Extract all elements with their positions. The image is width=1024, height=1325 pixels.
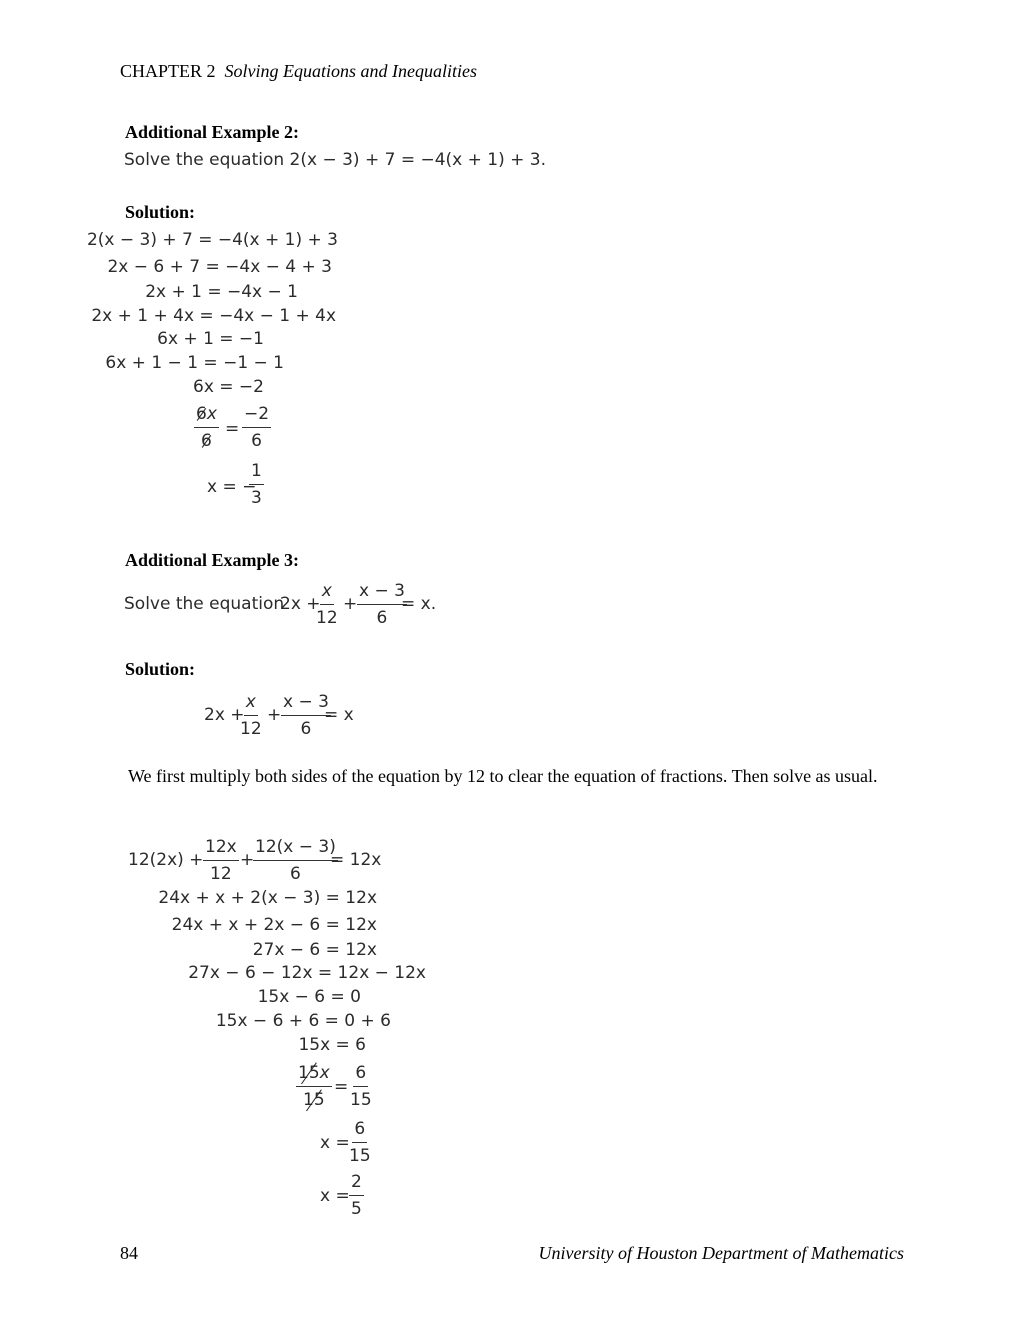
ex2-step-7: 6x = −2: [193, 377, 264, 397]
ex2-step-3: 2x + 1 = −4x − 1: [145, 282, 298, 302]
ex3-explanation: We first multiply both sides of the equation by 12 to clear the equation of fractions. Then solve as usual.: [128, 766, 878, 786]
cancelled-coefficient: 15: [298, 1063, 320, 1083]
ex3-step-5: 15x − 6 = 0: [257, 987, 361, 1007]
ex3-eq-post: = x: [324, 705, 354, 725]
example-3-solution-heading: Solution:: [125, 659, 196, 679]
cancelled-denominator: 6: [201, 431, 212, 451]
chapter-label: CHAPTER 2: [120, 61, 216, 81]
ex3-prompt-frac-1: $\frac{x}{12}$: [316, 581, 338, 628]
ex3-result-2-frac: $\frac{2}{5}$: [351, 1172, 362, 1219]
ex3-first-frac-2: $\frac{12(x - 3)}{6}$: [255, 837, 336, 884]
chapter-header: [120, 61, 477, 82]
ex3-frac-lhs: $\frac{15x}{15}$: [298, 1063, 330, 1110]
ex2-frac-rhs: $\frac{-2}{6}$: [244, 404, 270, 451]
ex3-prompt-frac-2: $\frac{x - 3}{6}$: [359, 581, 405, 628]
ex3-step-7: 15x = 6: [298, 1035, 366, 1055]
ex3-prompt-pre: 2x +: [280, 594, 321, 614]
ex2-step-4: 2x + 1 + 4x = −4x − 1 + 4x: [91, 306, 336, 326]
ex3-result-1-frac: $\frac{6}{15}$: [349, 1119, 371, 1166]
ex3-step-6: 15x − 6 + 6 = 0 + 6: [215, 1011, 391, 1031]
ex3-prompt-plus: +: [343, 594, 358, 614]
example-3-heading: Additional Example 3:: [125, 550, 300, 570]
chapter-title: Solving Equations and Inequalities: [224, 61, 477, 81]
ex3-eq-plus: +: [267, 705, 282, 725]
ex2-result-lhs: x = −: [207, 477, 257, 497]
ex3-first-plus: +: [240, 850, 255, 870]
ex2-result-frac: $\frac{1}{3}$: [251, 461, 262, 508]
ex2-step-6: 6x + 1 − 1 = −1 − 1: [105, 353, 284, 373]
ex3-equals: =: [334, 1077, 349, 1097]
ex3-result-2-lhs: x =: [320, 1186, 350, 1206]
ex3-result-1-lhs: x =: [320, 1133, 350, 1153]
ex3-first-pre: 12(2x) +: [128, 850, 204, 870]
ex3-step-2: 24x + x + 2x − 6 = 12x: [171, 915, 377, 935]
ex3-step-3: 27x − 6 = 12x: [252, 940, 377, 960]
ex3-first-frac-1: $\frac{12x}{12}$: [205, 837, 237, 884]
footer-credit: University of Houston Department of Mathematics: [538, 1243, 904, 1263]
ex3-eq-frac-2: $\frac{x - 3}{6}$: [283, 692, 329, 739]
ex3-first-post: = 12x: [330, 850, 382, 870]
ex2-frac-lhs: $\frac{6x}{6}$: [196, 404, 217, 451]
cancelled-coefficient: 6: [196, 404, 207, 424]
ex3-eq-frac-1: $\frac{x}{12}$: [240, 692, 262, 739]
ex2-step-1: 2(x − 3) + 7 = −4(x + 1) + 3: [86, 230, 338, 250]
ex3-eq-pre: 2x +: [204, 705, 245, 725]
ex3-frac-rhs: $\frac{6}{15}$: [350, 1063, 372, 1110]
ex3-step-4: 27x − 6 − 12x = 12x − 12x: [188, 963, 426, 983]
ex2-step-5: 6x + 1 = −1: [157, 329, 264, 349]
ex3-prompt-text: Solve the equation: [124, 594, 285, 614]
page-number: 84: [120, 1243, 138, 1263]
example-2-solution-heading: Solution:: [125, 202, 196, 222]
ex3-step-1: 24x + x + 2(x − 3) = 12x: [158, 888, 377, 908]
example-2-prompt: Solve the equation 2(x − 3) + 7 = −4(x + 1) + 3.: [124, 150, 547, 170]
ex2-step-2: 2x − 6 + 7 = −4x − 4 + 3: [107, 257, 332, 277]
cancelled-denominator: 15: [303, 1090, 325, 1110]
ex3-prompt-post: = x.: [401, 594, 437, 614]
example-2-heading: Additional Example 2:: [125, 122, 300, 142]
ex2-equals: =: [225, 419, 240, 439]
